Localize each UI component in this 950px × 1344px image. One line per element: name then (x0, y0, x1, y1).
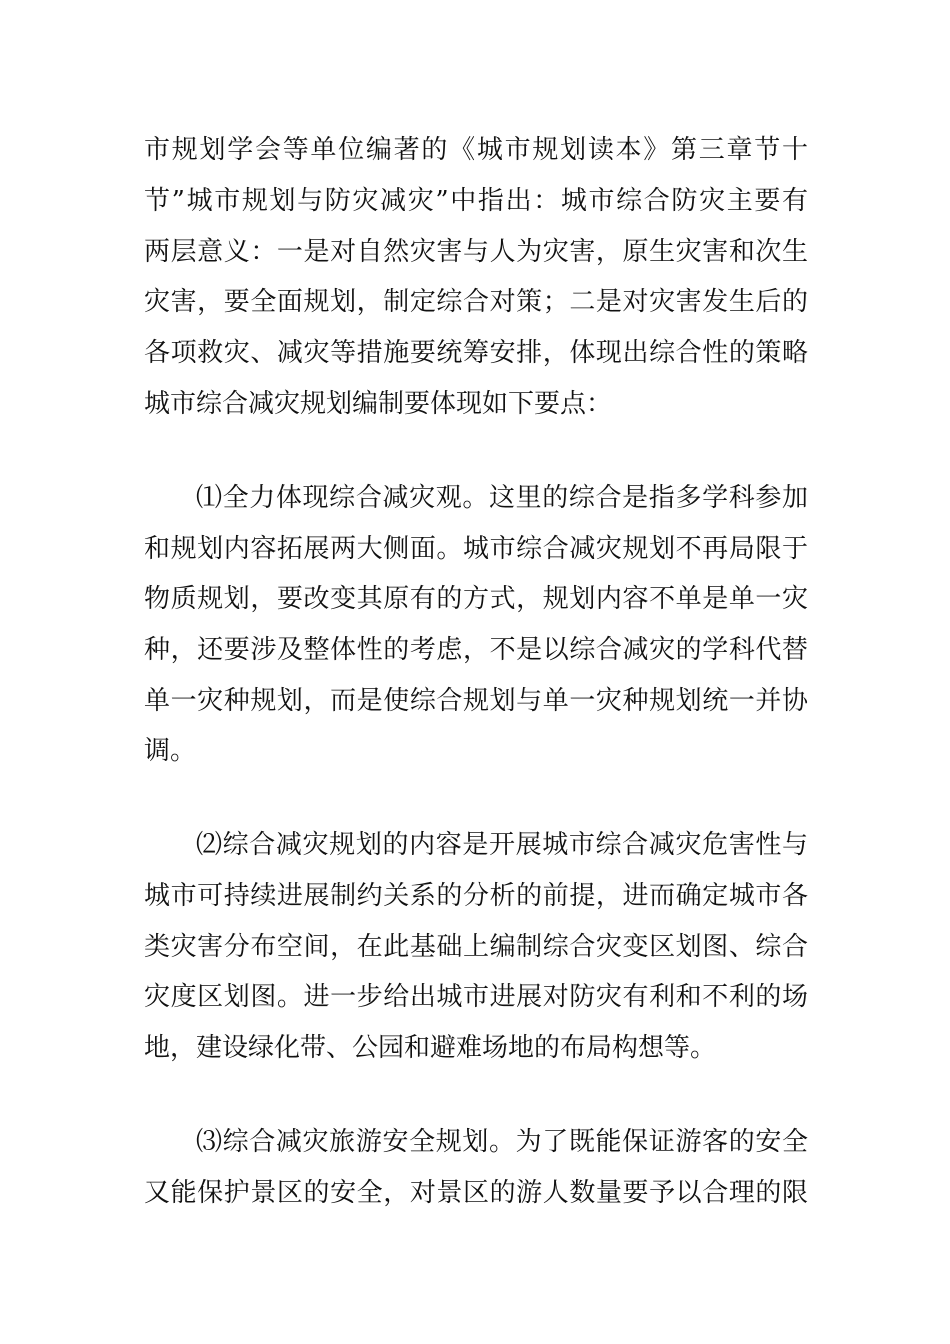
text-line-9: 物质规划，要改变其原有的方式，规划内容不单是单一灾 (144, 584, 808, 614)
text-line-13: ⑵综合减灾规划的内容是开展城市综合减灾危害性与 (196, 830, 808, 860)
text-line-4: 灾害，要全面规划，制定综合对策；二是对灾害发生后的 (144, 287, 808, 317)
text-line-7: ⑴全力体现综合减灾观。这里的综合是指多学科参加 (196, 483, 808, 513)
text-line-16: 灾度区划图。进一步给出城市进展对防灾有利和不利的场 (144, 982, 808, 1012)
text-line-5: 各项救灾、减灾等措施要统筹安排，体现出综合性的策略 (144, 338, 808, 368)
text-line-15: 类灾害分布空间，在此基础上编制综合灾变区划图、综合 (144, 932, 808, 962)
text-line-11: 单一灾种规划，而是使综合规划与单一灾种规划统一并协 (144, 686, 808, 716)
text-line-8: 和规划内容拓展两大侧面。城市综合减灾规划不再局限于 (144, 534, 808, 564)
text-line-12: 调。 (144, 736, 197, 766)
text-line-2: 节”城市规划与防灾减灾”中指出：城市综合防灾主要有 (144, 186, 808, 216)
text-line-6: 城市综合减灾规划编制要体现如下要点： (144, 389, 613, 419)
text-line-18: ⑶综合减灾旅游安全规划。为了既能保证游客的安全 (196, 1127, 808, 1157)
text-line-1: 市规划学会等单位编著的《城市规划读本》第三章节十 (144, 135, 808, 165)
text-line-10: 种，还要涉及整体性的考虑，不是以综合减灾的学科代替 (144, 635, 808, 665)
text-line-3: 两层意义：一是对自然灾害与人为灾害，原生灾害和次生 (144, 237, 808, 267)
text-line-14: 城市可持续进展制约关系的分析的前提，进而确定城市各 (144, 881, 808, 911)
text-line-17: 地，建设绿化带、公园和避难场地的布局构想等。 (144, 1033, 717, 1063)
text-line-19: 又能保护景区的安全，对景区的游人数量要予以合理的限 (144, 1178, 808, 1208)
